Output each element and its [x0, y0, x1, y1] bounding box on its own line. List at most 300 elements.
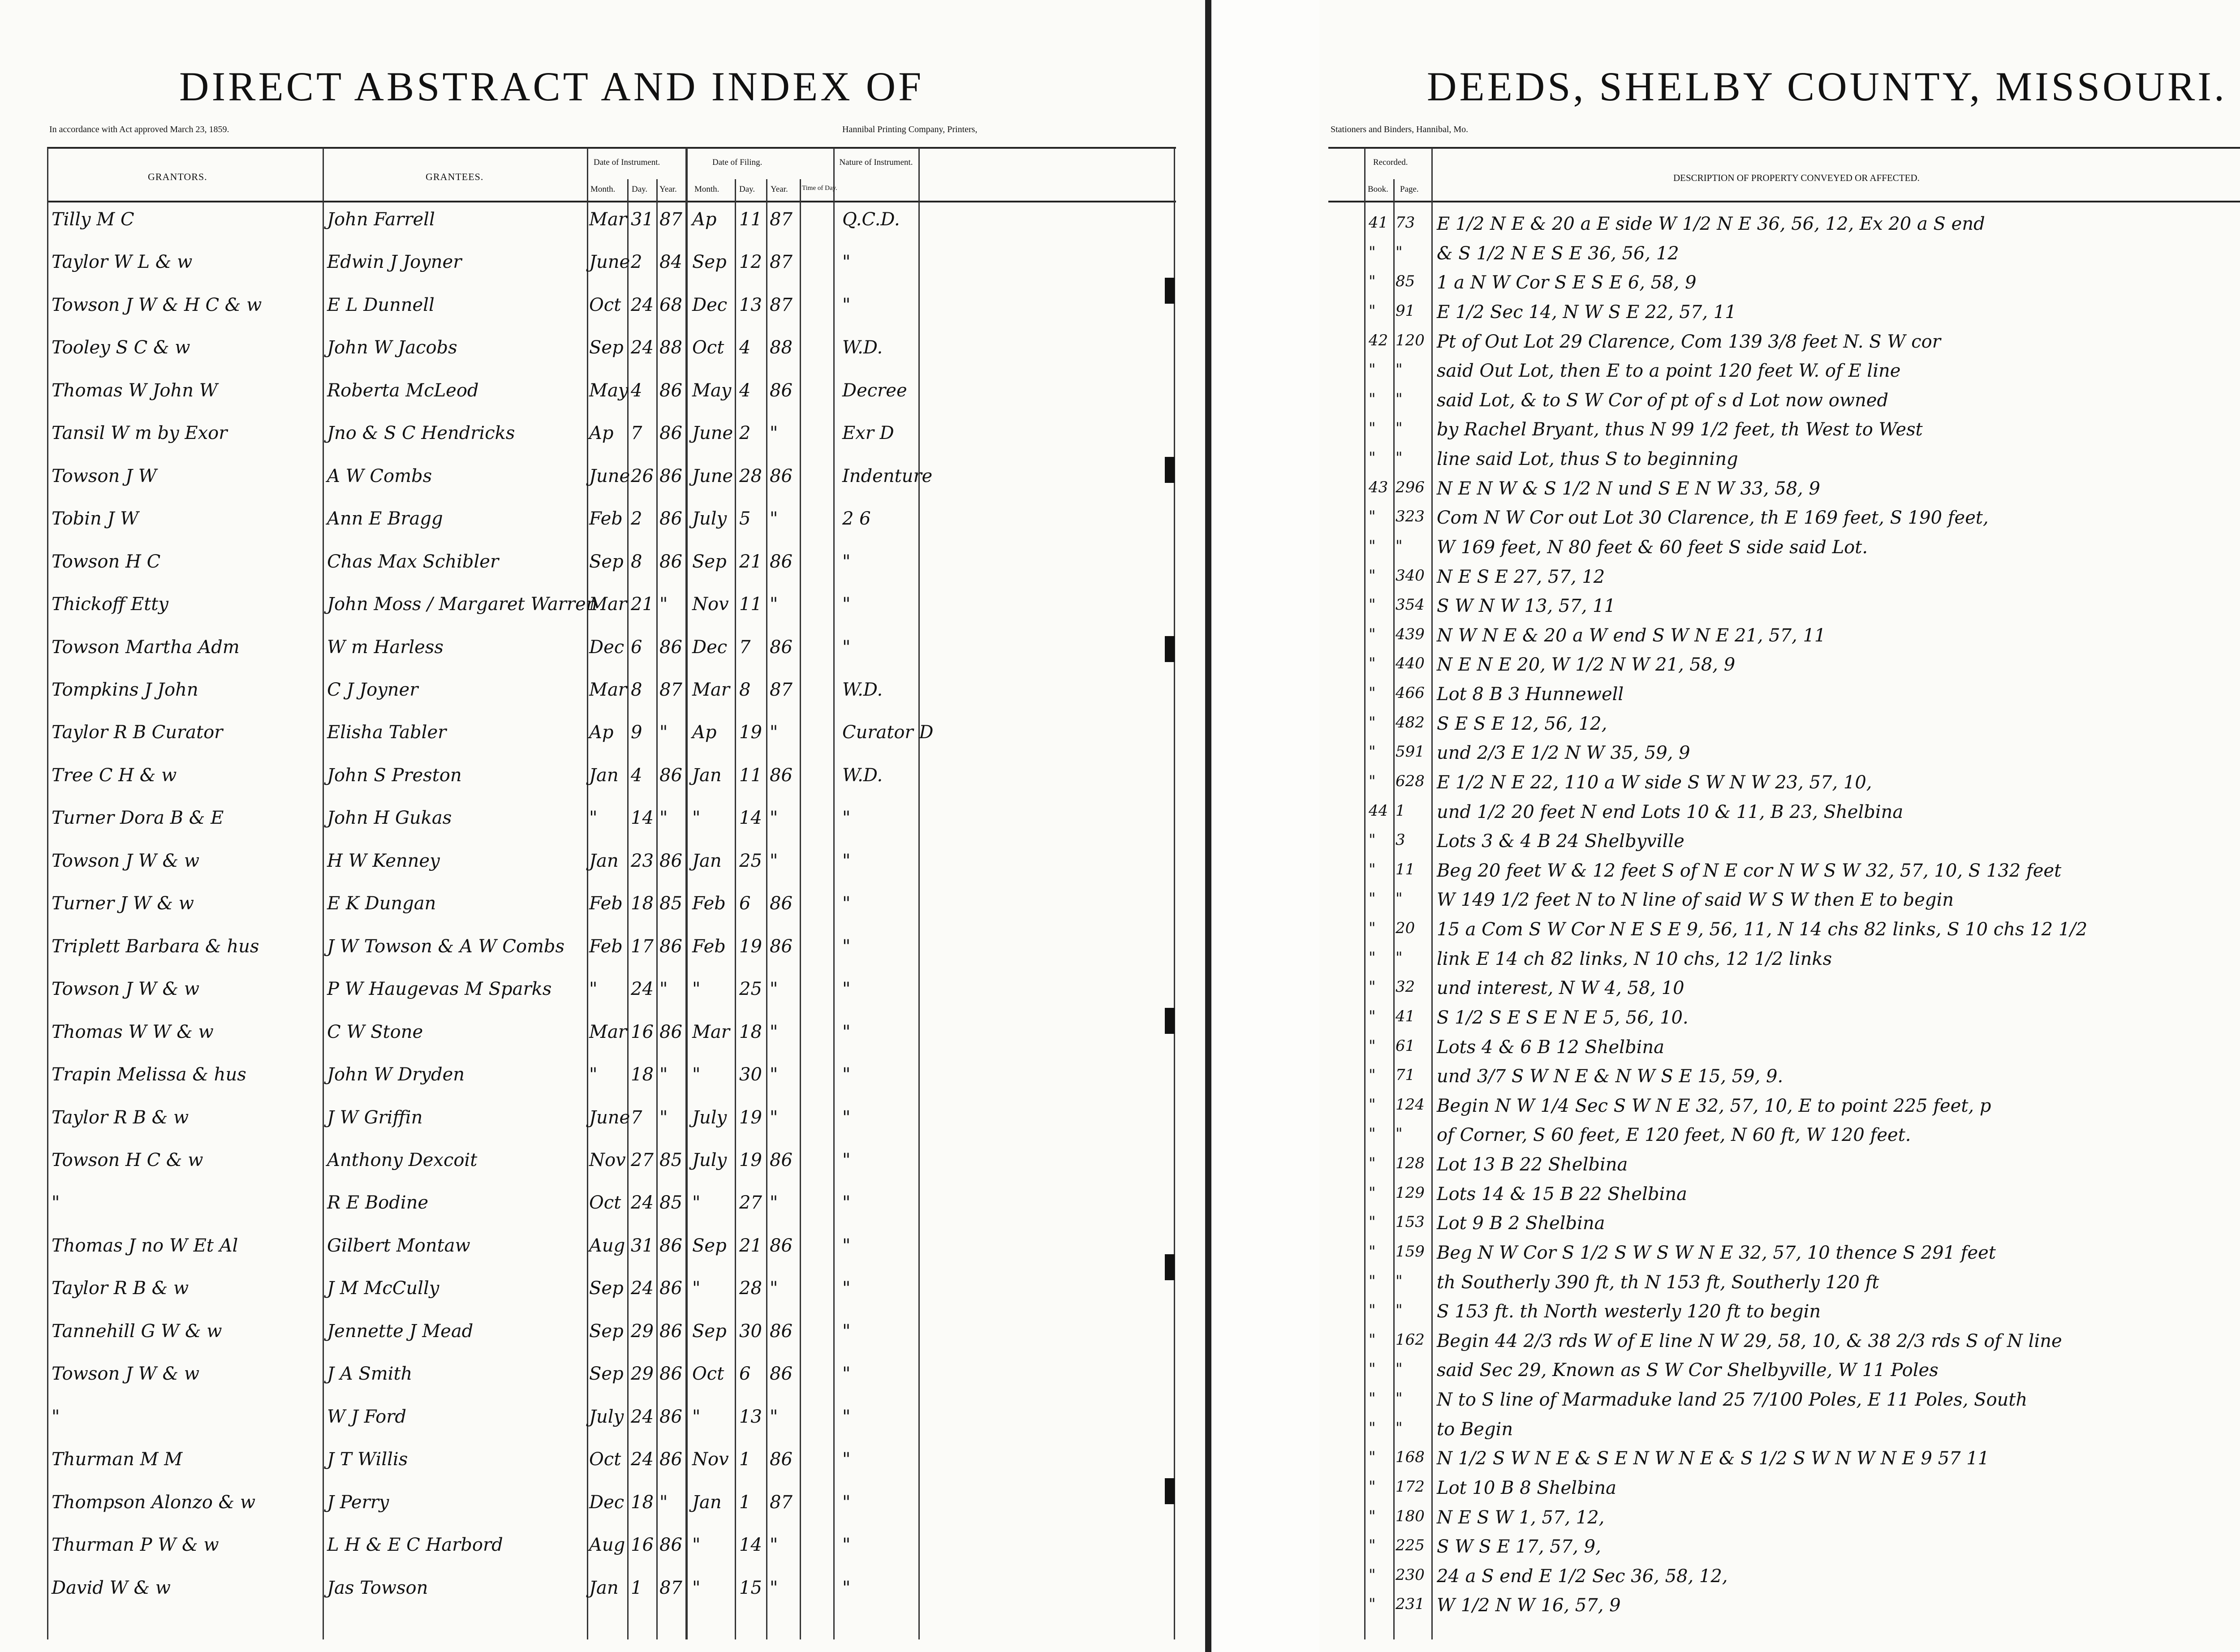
instrument-year-cell: 86	[659, 1278, 682, 1299]
page-cell: "	[1396, 1360, 1403, 1378]
filing-day-cell: 19	[739, 1107, 762, 1128]
filing-month-cell: "	[692, 1578, 701, 1598]
filing-month-cell: June	[692, 466, 733, 486]
filing-year-cell: 88	[770, 337, 793, 358]
grantee-cell: E K Dungan	[327, 893, 436, 914]
grantor-cell: Thomas W John W	[52, 380, 218, 401]
recorded-header: Recorded.	[1373, 158, 1408, 167]
inst-day-header: Day.	[632, 185, 648, 194]
instrument-year-cell: 86	[659, 380, 682, 401]
filing-day-cell: 5	[739, 508, 751, 529]
instrument-month-cell: Mar	[589, 209, 627, 230]
description-header: DESCRIPTION OF PROPERTY CONVEYED OR AFFECTED.	[1673, 172, 1920, 183]
instrument-year-cell: 86	[659, 765, 682, 786]
instrument-month-cell: July	[589, 1407, 624, 1427]
book-cell: "	[1369, 1037, 1376, 1055]
grantor-cell: Tansil W m by Exor	[52, 423, 228, 443]
grantor-cell: Thompson Alonzo & w	[52, 1492, 256, 1513]
instrument-year-cell: "	[659, 979, 668, 999]
instrument-day-cell: 27	[631, 1150, 654, 1170]
col-rule	[587, 148, 588, 1639]
page-cell: 20	[1396, 919, 1415, 937]
grantor-cell: Thickoff Etty	[52, 594, 168, 615]
filing-month-cell: Mar	[692, 680, 730, 700]
page-cell: 168	[1396, 1448, 1425, 1466]
filing-day-cell: 18	[739, 1022, 762, 1042]
filing-month-cell: Nov	[692, 1449, 729, 1470]
page-cell: 41	[1396, 1007, 1415, 1025]
instrument-month-cell: Mar	[589, 1022, 627, 1042]
instrument-year-cell: 84	[659, 252, 682, 272]
description-cell: Lots 3 & 4 B 24 Shelbyville	[1437, 831, 1684, 852]
filing-day-cell: 21	[739, 551, 762, 572]
grantor-cell: Tobin J W	[52, 508, 139, 529]
instrument-year-cell: 86	[659, 508, 682, 529]
time-of-day-header: Time of Day.	[802, 185, 837, 192]
instrument-day-cell: 31	[631, 1235, 654, 1256]
page-cell: 296	[1396, 478, 1425, 496]
nature-cell: W.D.	[842, 337, 883, 358]
grantee-cell: John W Dryden	[327, 1064, 465, 1085]
book-cell: 41	[1369, 214, 1388, 232]
grantee-cell: L H & E C Harbord	[327, 1535, 503, 1555]
description-cell: und interest, N W 4, 58, 10	[1437, 978, 1684, 998]
book-cell: "	[1369, 1536, 1376, 1554]
filing-day-cell: 11	[739, 765, 762, 786]
grantee-cell: Roberta McLeod	[327, 380, 479, 401]
page-cell: 3	[1396, 831, 1405, 849]
book-cell: "	[1369, 1066, 1376, 1084]
instrument-year-cell: 86	[659, 637, 682, 658]
description-cell: said Sec 29, Known as S W Cor Shelbyville, W 11 Poles	[1437, 1360, 1938, 1381]
instrument-month-cell: Jan	[589, 851, 619, 871]
instrument-day-cell: 23	[631, 851, 654, 871]
instrument-year-cell: 86	[659, 936, 682, 957]
nature-cell: W.D.	[842, 680, 883, 700]
grantee-cell: W m Harless	[327, 637, 444, 658]
date-of-instrument-header: Date of Instrument.	[594, 158, 660, 167]
nature-header: Nature of Instrument.	[839, 158, 913, 167]
filing-month-cell: Jan	[692, 765, 722, 786]
grantee-cell: Edwin J Joyner	[327, 252, 462, 272]
grantee-cell: P W Haugevas M Sparks	[327, 979, 552, 999]
instrument-year-cell: 86	[659, 551, 682, 572]
instrument-day-cell: 24	[631, 1407, 654, 1427]
filing-day-cell: 27	[739, 1192, 762, 1213]
grantor-cell: Taylor R B & w	[52, 1278, 189, 1299]
instrument-year-cell: 88	[659, 337, 682, 358]
page-cell: 591	[1396, 743, 1425, 761]
filing-day-cell: 11	[739, 594, 762, 615]
filing-year-cell: "	[770, 722, 778, 743]
filing-year-cell: "	[770, 508, 778, 529]
col-rule	[656, 179, 658, 1639]
filing-day-cell: 6	[739, 893, 751, 914]
page-cell: "	[1396, 1301, 1403, 1319]
book-cell: "	[1369, 1184, 1376, 1202]
instrument-month-cell: Sep	[589, 1364, 624, 1384]
book-cell: "	[1369, 1331, 1376, 1349]
instrument-day-cell: 24	[631, 295, 654, 315]
page-cell: 73	[1396, 214, 1415, 232]
filing-day-cell: 13	[739, 295, 762, 315]
filing-year-cell: "	[770, 1064, 778, 1085]
nature-cell: "	[842, 295, 851, 315]
grantee-cell: Jas Towson	[327, 1578, 428, 1598]
description-cell: und 1/2 20 feet N end Lots 10 & 11, B 23, Shelbina	[1437, 802, 1904, 822]
filing-year-cell: 86	[770, 551, 793, 572]
filing-year-cell: 87	[770, 295, 793, 315]
page-cell: "	[1396, 449, 1403, 467]
filing-day-cell: 2	[739, 423, 751, 443]
description-cell: N E N W & S 1/2 N und S E N W 33, 58, 9	[1437, 478, 1820, 499]
filing-year-cell: 86	[770, 765, 793, 786]
filing-month-cell: Mar	[692, 1022, 730, 1042]
filing-day-cell: 19	[739, 936, 762, 957]
nature-cell: "	[842, 1107, 851, 1128]
page-cell: "	[1396, 1390, 1403, 1407]
book-cell: "	[1369, 772, 1376, 790]
instrument-year-cell: 68	[659, 295, 682, 315]
col-rule	[1364, 148, 1366, 1639]
page-cell: 129	[1396, 1184, 1425, 1202]
grantee-cell: Jennette J Mead	[327, 1321, 474, 1342]
book-cell: "	[1369, 684, 1376, 702]
book-cell: "	[1369, 1007, 1376, 1025]
grantor-cell: Tompkins J John	[52, 680, 198, 700]
filing-day-cell: 13	[739, 1407, 762, 1427]
filing-month-cell: July	[692, 508, 727, 529]
filing-day-cell: 25	[739, 979, 762, 999]
header-bottom-rule	[1328, 201, 2240, 202]
description-cell: und 2/3 E 1/2 N W 35, 59, 9	[1437, 743, 1690, 763]
filing-month-cell: "	[692, 979, 701, 999]
grantor-cell: Towson Martha Adm	[52, 637, 240, 658]
instrument-month-cell: "	[589, 808, 598, 828]
filing-day-cell: 30	[739, 1064, 762, 1085]
filing-year-cell: 87	[770, 209, 793, 230]
book-cell: "	[1369, 743, 1376, 761]
book-cell: "	[1369, 1213, 1376, 1231]
description-cell: & S 1/2 N E S E 36, 56, 12	[1437, 243, 1679, 264]
filing-year-cell: 86	[770, 893, 793, 914]
instrument-day-cell: 18	[631, 1492, 654, 1513]
instrument-day-cell: 7	[631, 1107, 642, 1128]
filing-year-cell: "	[770, 1407, 778, 1427]
page-cell: 340	[1396, 567, 1425, 585]
instrument-month-cell: Sep	[589, 1321, 624, 1342]
header-top-rule	[47, 147, 1176, 149]
book-cell: "	[1369, 1301, 1376, 1319]
filing-year-cell: "	[770, 1022, 778, 1042]
book-cell: "	[1369, 625, 1376, 643]
page-cell: "	[1396, 890, 1403, 908]
filing-month-cell: Jan	[692, 1492, 722, 1513]
page-cell: "	[1396, 1419, 1403, 1437]
description-cell: W 1/2 N W 16, 57, 9	[1437, 1595, 1621, 1616]
grantee-cell: John H Gukas	[327, 808, 452, 828]
grantees-header: GRANTEES.	[426, 171, 484, 182]
description-cell: N E S E 27, 57, 12	[1437, 567, 1605, 587]
book-cell: "	[1369, 1243, 1376, 1261]
book-cell: "	[1369, 596, 1376, 614]
instrument-day-cell: 24	[631, 979, 654, 999]
page-cell: 225	[1396, 1536, 1425, 1554]
col-rule	[735, 179, 736, 1639]
grantee-cell: Elisha Tabler	[327, 722, 447, 743]
instrument-month-cell: Sep	[589, 551, 624, 572]
book-cell: "	[1369, 1360, 1376, 1378]
instrument-day-cell: 9	[631, 722, 642, 743]
instrument-month-cell: Jan	[589, 1578, 619, 1598]
grantee-cell: Anthony Dexcoit	[327, 1150, 478, 1170]
instrument-month-cell: June	[589, 466, 630, 486]
grantor-cell: Towson J W & w	[52, 979, 200, 999]
filing-month-cell: Sep	[692, 1321, 727, 1342]
description-cell: th Southerly 390 ft, th N 153 ft, Southerly 120 ft	[1437, 1272, 1879, 1293]
book-cell: "	[1369, 1154, 1376, 1172]
col-rule	[1393, 179, 1395, 1639]
instrument-year-cell: 86	[659, 466, 682, 486]
book-cell: "	[1369, 449, 1376, 467]
page-cell: 85	[1396, 272, 1415, 290]
page-header: Page.	[1400, 185, 1419, 194]
filing-month-cell: "	[692, 1535, 701, 1555]
nature-cell: 2 6	[842, 508, 871, 529]
book-cell: "	[1369, 302, 1376, 320]
filing-month-cell: "	[692, 1064, 701, 1085]
description-cell: Lot 8 B 3 Hunnewell	[1437, 684, 1624, 705]
description-cell: Begin N W 1/4 Sec S W N E 32, 57, 10, E to point 225 feet, p	[1437, 1096, 1991, 1116]
binding-mark	[1165, 1008, 1175, 1034]
grantor-cell: David W & w	[52, 1578, 171, 1598]
description-cell: und 3/7 S W N E & N W S E 15, 59, 9.	[1437, 1066, 1783, 1087]
filing-month-cell: Ap	[692, 209, 717, 230]
instrument-year-cell: "	[659, 1064, 668, 1085]
filing-month-cell: July	[692, 1150, 727, 1170]
col-rule	[766, 179, 767, 1639]
grantee-cell: Jno & S C Hendricks	[327, 423, 515, 443]
nature-cell: "	[842, 594, 851, 615]
filing-day-cell: 14	[739, 1535, 762, 1555]
description-cell: W 149 1/2 feet N to N line of said W S W then E to begin	[1437, 890, 1954, 910]
nature-cell: "	[842, 1364, 851, 1384]
filing-year-cell: 86	[770, 1321, 793, 1342]
grantor-cell: Towson H C & w	[52, 1150, 203, 1170]
filing-month-header: Month.	[694, 185, 719, 194]
instrument-day-cell: 24	[631, 337, 654, 358]
page-cell: 439	[1396, 625, 1425, 643]
description-cell: E 1/2 Sec 14, N W S E 22, 57, 11	[1437, 302, 1736, 323]
description-cell: line said Lot, thus S to beginning	[1437, 449, 1738, 469]
nature-cell: "	[842, 1022, 851, 1042]
filing-month-cell: Dec	[692, 295, 728, 315]
book-cell: "	[1369, 1448, 1376, 1466]
filing-day-cell: 1	[739, 1449, 751, 1470]
page-cell: 440	[1396, 654, 1425, 672]
grantee-cell: J Perry	[327, 1492, 389, 1513]
description-cell: by Rachel Bryant, thus N 99 1/2 feet, th West to West	[1437, 419, 1923, 440]
nature-cell: "	[842, 1235, 851, 1256]
filing-day-cell: 28	[739, 466, 762, 486]
description-cell: 1 a N W Cor S E S E 6, 58, 9	[1437, 272, 1697, 293]
instrument-month-cell: "	[589, 979, 598, 999]
binding-mark	[1165, 1478, 1175, 1504]
instrument-day-cell: 16	[631, 1022, 654, 1042]
filing-day-cell: 6	[739, 1364, 751, 1384]
instrument-month-cell: Oct	[589, 1449, 621, 1470]
filing-day-cell: 12	[739, 252, 762, 272]
page-cell: "	[1396, 1272, 1403, 1290]
book-cell: "	[1369, 654, 1376, 672]
page-gutter	[1205, 0, 1334, 1652]
filing-month-cell: Sep	[692, 1235, 727, 1256]
grantor-cell: Tree C H & w	[52, 765, 177, 786]
grantee-cell: J W Towson & A W Combs	[327, 936, 565, 957]
filing-year-cell: "	[770, 1535, 778, 1555]
page-cell: 162	[1396, 1331, 1425, 1349]
description-cell: N W N E & 20 a W end S W N E 21, 57, 11	[1437, 625, 1826, 646]
book-cell: "	[1369, 860, 1376, 878]
nature-cell: "	[842, 551, 851, 572]
inst-year-header: Year.	[659, 185, 677, 194]
description-cell: Beg 20 feet W & 12 feet S of N E cor N W S W 32, 57, 10, S 132 feet	[1437, 860, 2062, 881]
book-cell: "	[1369, 272, 1376, 290]
col-rule	[1431, 148, 1433, 1639]
description-cell: S 1/2 S E S E N E 5, 56, 10.	[1437, 1007, 1689, 1028]
filing-month-cell: Oct	[692, 337, 724, 358]
filing-month-cell: "	[692, 808, 701, 828]
filing-year-cell: 86	[770, 1364, 793, 1384]
grantee-cell: Ann E Bragg	[327, 508, 443, 529]
instrument-month-cell: Jan	[589, 765, 619, 786]
book-cell: "	[1369, 419, 1376, 437]
description-cell: link E 14 ch 82 links, N 10 chs, 12 1/2 links	[1437, 949, 1832, 969]
instrument-month-cell: Aug	[589, 1235, 625, 1256]
nature-cell: "	[842, 1492, 851, 1513]
grantor-cell: Taylor R B & w	[52, 1107, 189, 1128]
filing-year-cell: 86	[770, 637, 793, 658]
instrument-month-cell: Oct	[589, 1192, 621, 1213]
grantee-cell: John S Preston	[327, 765, 462, 786]
filing-year-cell: "	[770, 1578, 778, 1598]
nature-cell: "	[842, 1064, 851, 1085]
binding-mark	[1165, 457, 1175, 483]
instrument-month-cell: Sep	[589, 337, 624, 358]
filing-day-cell: 28	[739, 1278, 762, 1299]
filing-year-cell: 86	[770, 380, 793, 401]
filing-month-cell: Sep	[692, 252, 727, 272]
filing-year-header: Year.	[771, 185, 788, 194]
nature-cell: "	[842, 893, 851, 914]
instrument-month-cell: Mar	[589, 680, 627, 700]
filing-month-cell: Dec	[692, 637, 728, 658]
description-cell: 24 a S end E 1/2 Sec 36, 58, 12,	[1437, 1566, 1728, 1587]
binding-mark	[1165, 636, 1175, 662]
filing-year-cell: "	[770, 1192, 778, 1213]
book-cell: 43	[1369, 478, 1388, 496]
nature-cell: "	[842, 1407, 851, 1427]
grantee-cell: W J Ford	[327, 1407, 406, 1427]
book-cell: "	[1369, 243, 1376, 261]
description-cell: 15 a Com S W Cor N E S E 9, 56, 11, N 14 chs 82 links, S 10 chs 12 1/2	[1437, 919, 2088, 940]
grantee-cell: C W Stone	[327, 1022, 423, 1042]
grantor-cell: Thomas W W & w	[52, 1022, 214, 1042]
instrument-year-cell: "	[659, 1492, 668, 1513]
grantee-cell: J A Smith	[327, 1364, 413, 1384]
description-cell: of Corner, S 60 feet, E 120 feet, N 60 ft, W 120 feet.	[1437, 1125, 1911, 1145]
instrument-month-cell: Sep	[589, 1278, 624, 1299]
filing-month-cell: Oct	[692, 1364, 724, 1384]
filing-month-cell: Feb	[692, 936, 726, 957]
description-cell: to Begin	[1437, 1419, 1513, 1440]
filing-year-cell: "	[770, 808, 778, 828]
filing-month-cell: "	[692, 1407, 701, 1427]
book-cell: "	[1369, 1390, 1376, 1407]
book-cell: "	[1369, 1566, 1376, 1584]
book-cell: "	[1369, 1272, 1376, 1290]
description-cell: S 153 ft. th North westerly 120 ft to begin	[1437, 1301, 1821, 1322]
filing-year-cell: "	[770, 851, 778, 871]
grantee-cell: H W Kenney	[327, 851, 440, 871]
description-cell: Beg N W Cor S 1/2 S W S W N E 32, 57, 10 thence S 291 feet	[1437, 1243, 1996, 1263]
binding-mark	[1165, 1254, 1175, 1280]
description-cell: Lots 4 & 6 B 12 Shelbina	[1437, 1037, 1664, 1058]
filing-year-cell: 86	[770, 466, 793, 486]
grantor-cell: Turner Dora B & E	[52, 808, 224, 828]
binding-mark	[1165, 278, 1175, 304]
book-cell: "	[1369, 978, 1376, 996]
instrument-year-cell: 86	[659, 1235, 682, 1256]
page-cell: "	[1396, 1125, 1403, 1143]
filing-year-cell: "	[770, 979, 778, 999]
page-cell: 1	[1396, 802, 1405, 820]
page-cell: 354	[1396, 596, 1425, 614]
book-cell: "	[1369, 1595, 1376, 1613]
col-rule	[800, 179, 801, 1639]
grantor-cell: Taylor R B Curator	[52, 722, 223, 743]
filing-month-cell: Feb	[692, 893, 726, 914]
grantee-cell: C J Joyner	[327, 680, 418, 700]
grantor-cell: Towson J W & w	[52, 851, 200, 871]
description-cell: said Out Lot, then E to a point 120 feet W. of E line	[1437, 361, 1901, 381]
description-cell: Pt of Out Lot 29 Clarence, Com 139 3/8 feet N. S W cor	[1437, 331, 1941, 352]
nature-cell: "	[842, 808, 851, 828]
description-cell: N E N E 20, W 1/2 N W 21, 58, 9	[1437, 654, 1736, 675]
nature-cell: "	[842, 1321, 851, 1342]
book-cell: "	[1369, 567, 1376, 585]
grantor-cell: Towson J W	[52, 466, 157, 486]
book-cell: "	[1369, 508, 1376, 525]
filing-day-header: Day.	[739, 185, 755, 194]
page-cell: 231	[1396, 1595, 1425, 1613]
grantor-cell: Towson J W & w	[52, 1364, 200, 1384]
page-cell: 32	[1396, 978, 1415, 996]
nature-cell: "	[842, 1535, 851, 1555]
instrument-day-cell: 4	[631, 765, 642, 786]
instrument-day-cell: 8	[631, 551, 642, 572]
instrument-day-cell: 16	[631, 1535, 654, 1555]
instrument-day-cell: 26	[631, 466, 654, 486]
description-cell: S E S E 12, 56, 12,	[1437, 714, 1607, 734]
right-page-title: DEEDS, SHELBY COUNTY, MISSOURI.	[1427, 64, 2227, 109]
book-cell: "	[1369, 831, 1376, 849]
instrument-year-cell: 86	[659, 1022, 682, 1042]
page-cell: "	[1396, 419, 1403, 437]
grantor-cell: Turner J W & w	[52, 893, 194, 914]
book-cell: "	[1369, 1507, 1376, 1525]
col-rule	[323, 148, 324, 1639]
